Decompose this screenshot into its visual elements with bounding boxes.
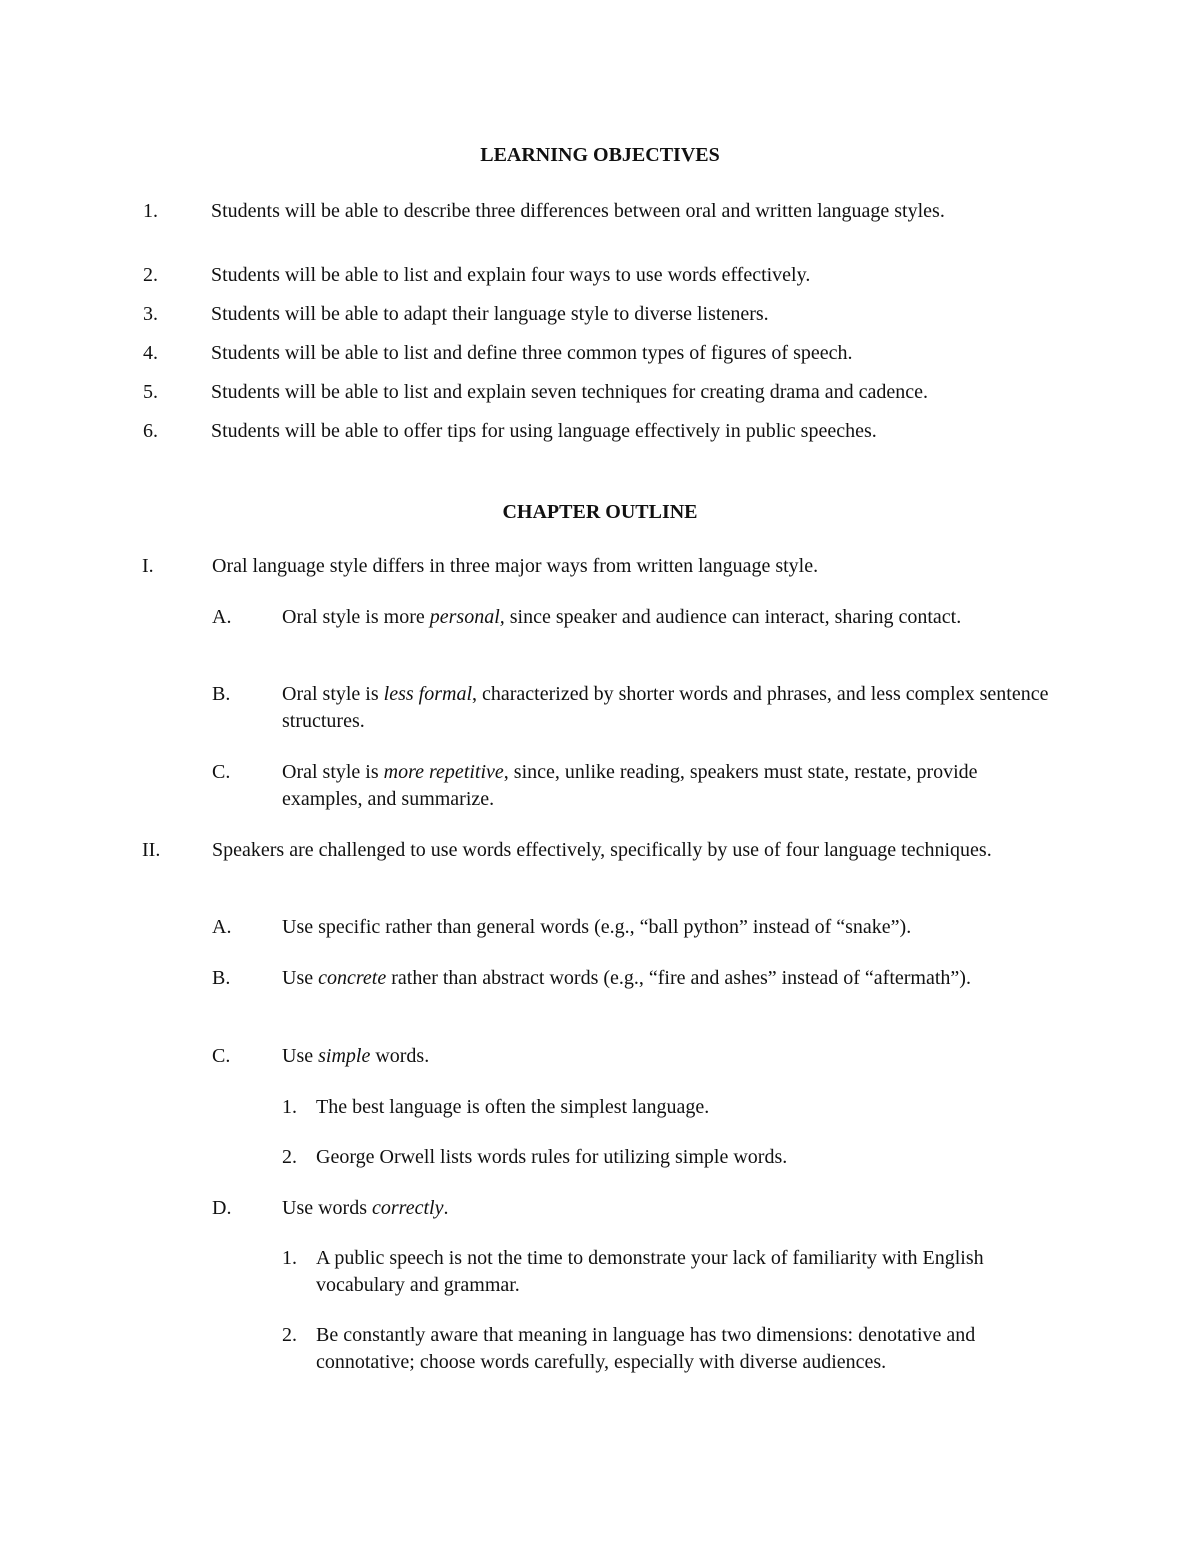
- item-emphasis: more repetitive: [383, 761, 504, 783]
- subitem-text: George Orwell lists words rules for utilizing simple words.: [316, 1146, 788, 1168]
- outline-section: [142, 553, 1052, 580]
- item-emphasis: concrete: [318, 967, 387, 989]
- outline-item: [212, 759, 1052, 813]
- item-text: Use specific rather than general words (e.g., “ball python” instead of “snake”).: [282, 916, 912, 938]
- objective-text: Students will be able to describe three differences between oral and written language styles.: [211, 200, 945, 222]
- objective-number: 3.: [143, 303, 158, 325]
- objective-number: 5.: [143, 381, 158, 403]
- section-numeral: I.: [142, 555, 154, 577]
- item-emphasis: simple: [318, 1045, 371, 1067]
- outline-item: [212, 1195, 1052, 1222]
- section-text: Speakers are challenged to use words effectively, specifically by use of four language techniques.: [212, 839, 992, 861]
- objective-number: 2.: [143, 264, 158, 286]
- subitem-text: A public speech is not the time to demonstrate your lack of familiarity with English vocabulary and grammar.: [316, 1247, 984, 1296]
- subitem-number: 2.: [282, 1146, 297, 1168]
- item-text: Use words correctly.: [282, 1197, 449, 1219]
- objective-item: [143, 301, 1071, 328]
- objective-item: [143, 418, 1071, 445]
- objective-number: 6.: [143, 420, 158, 442]
- section-text: Oral language style differs in three major ways from written language style.: [212, 555, 819, 577]
- item-text: Oral style is less formal, characterized by shorter words and phrases, and less complex sentence structures.: [282, 683, 1049, 732]
- outline-item: [212, 681, 1052, 735]
- objective-item: [143, 340, 1071, 367]
- item-emphasis: less formal: [383, 683, 472, 705]
- item-letter: C.: [212, 761, 231, 783]
- objective-item: [143, 262, 1071, 289]
- objective-text: Students will be able to list and define three common types of figures of speech.: [211, 342, 853, 364]
- subitem-number: 2.: [282, 1324, 297, 1346]
- item-letter: D.: [212, 1197, 232, 1219]
- item-text: Oral style is more repetitive, since, unlike reading, speakers must state, restate, provide examples, and summarize.: [282, 761, 978, 810]
- outline-subitem: [282, 1322, 1056, 1376]
- outline-subitem: [282, 1144, 1056, 1171]
- item-letter: B.: [212, 967, 231, 989]
- objective-item: [143, 379, 1071, 406]
- subitem-text: The best language is often the simplest language.: [316, 1096, 710, 1118]
- section-numeral: II.: [142, 839, 161, 861]
- outline-item: [212, 604, 1052, 631]
- objective-text: Students will be able to list and explain seven techniques for creating drama and cadence.: [211, 381, 928, 403]
- subitem-number: 1.: [282, 1096, 297, 1118]
- objective-number: 4.: [143, 342, 158, 364]
- item-text: Use simple words.: [282, 1045, 430, 1067]
- item-text: Use concrete rather than abstract words (e.g., “fire and ashes” instead of “aftermath”).: [282, 967, 971, 989]
- objective-text: Students will be able to list and explain four ways to use words effectively.: [211, 264, 811, 286]
- item-text: Oral style is more personal, since speaker and audience can interact, sharing contact.: [282, 606, 962, 628]
- subitem-number: 1.: [282, 1247, 297, 1269]
- outline-subitem: [282, 1245, 1056, 1299]
- chapter-outline-heading: CHAPTER OUTLINE: [502, 501, 698, 523]
- outline-subitem: [282, 1094, 1056, 1121]
- objective-item: [143, 198, 1071, 225]
- outline-item: [212, 914, 1052, 941]
- subitem-text: Be constantly aware that meaning in language has two dimensions: denotative and connotative; choose words carefully, especially with diverse audiences.: [316, 1324, 976, 1373]
- item-letter: C.: [212, 1045, 231, 1067]
- item-emphasis: personal,: [429, 606, 505, 628]
- item-letter: A.: [212, 916, 232, 938]
- item-letter: B.: [212, 683, 231, 705]
- outline-item: [212, 965, 1052, 992]
- outline-section: [142, 837, 1052, 864]
- objective-text: Students will be able to adapt their language style to diverse listeners.: [211, 303, 769, 325]
- objective-text: Students will be able to offer tips for using language effectively in public speeches.: [211, 420, 877, 442]
- item-emphasis: correctly: [372, 1197, 444, 1219]
- learning-objectives-heading: LEARNING OBJECTIVES: [480, 144, 720, 166]
- outline-item: [212, 1043, 1052, 1070]
- objective-number: 1.: [143, 200, 158, 222]
- item-letter: A.: [212, 606, 232, 628]
